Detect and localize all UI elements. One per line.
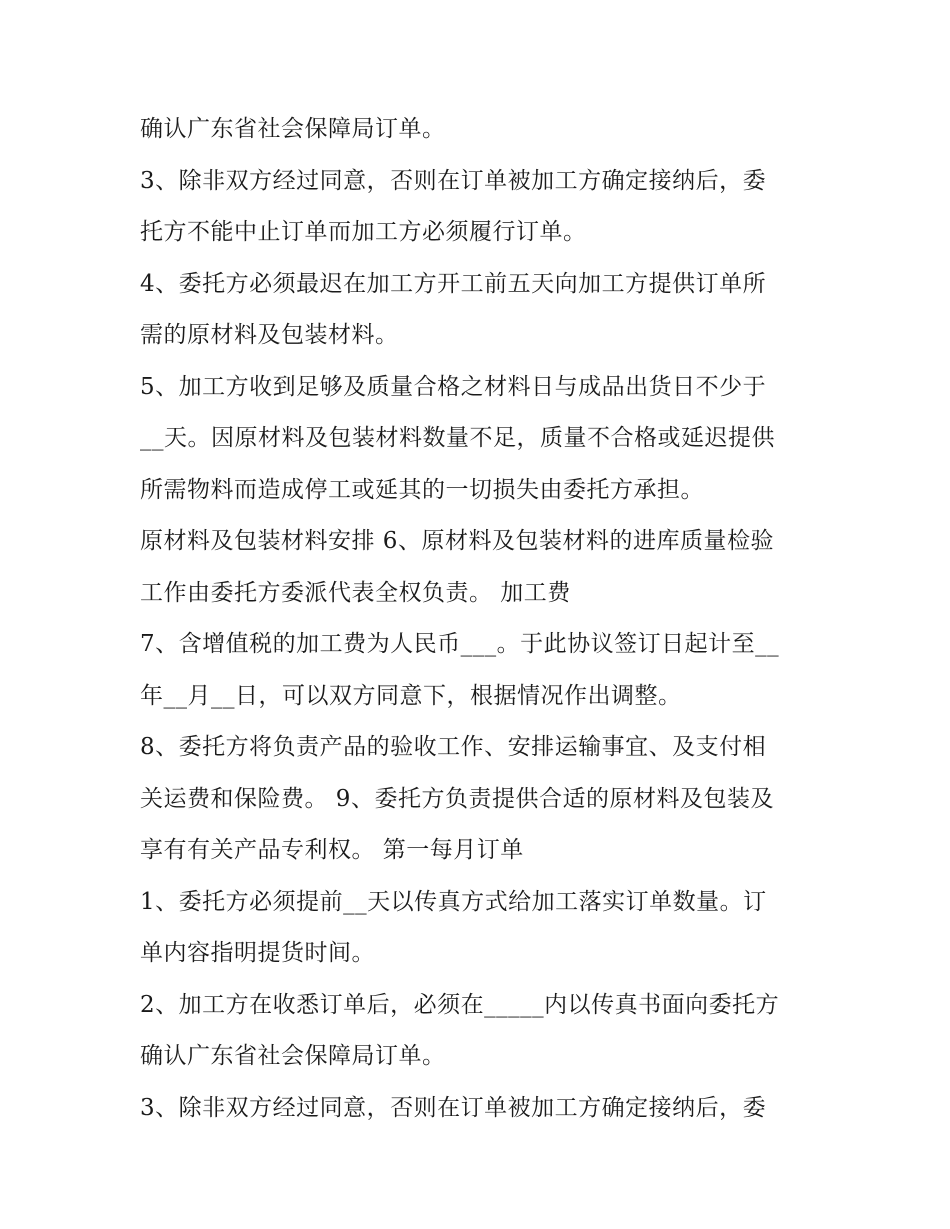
- text-line: 确认广东省社会保障局订单。: [140, 116, 446, 142]
- text-line: 7、含增值税的加工费为人民币___。于此协议签订日起计至__: [140, 631, 780, 657]
- text-line: 确认广东省社会保障局订单。: [140, 1043, 446, 1069]
- text-line: 3、除非双方经过同意，否则在订单被加工方确定接纳后，委: [140, 167, 767, 194]
- text-line: 年__月__日，可以双方同意下，根据情况作出调整。: [140, 682, 682, 709]
- document-body: [140, 104, 820, 1134]
- text-line: 工作由委托方委派代表全权负责。 加工费: [140, 579, 571, 606]
- text-line: 所需物料而造成停工或延其的一切损失由委托方承担。: [140, 476, 704, 503]
- text-line: 托方不能中止订单而加工方必须履行订单。: [140, 219, 587, 245]
- text-line: 关运费和保险费。 9、委托方负责提供合适的原材料及包装及: [140, 785, 774, 812]
- text-line: 3、除非双方经过同意，否则在订单被加工方确定接纳后，委: [140, 1094, 767, 1121]
- text-line: 8、委托方将负责产品的验收工作、安排运输事宜、及支付相: [140, 734, 767, 760]
- text-line: 享有有关产品专利权。 第一每月订单: [140, 837, 524, 863]
- text-line: 4、委托方必须最迟在加工方开工前五天向加工方提供订单所: [140, 270, 767, 297]
- text-line: 需的原材料及包装材料。: [140, 322, 399, 348]
- text-line: 5、加工方收到足够及质量合格之材料日与成品出货日不少于: [140, 373, 767, 400]
- text-line: 1、委托方必须提前__天以传真方式给加工落实订单数量。订: [140, 888, 767, 915]
- text-line: 原材料及包装材料安排 6、原材料及包装材料的进库质量检验: [140, 528, 774, 554]
- text-line: 2、加工方在收悉订单后，必须在_____内以传真书面向委托方: [140, 991, 780, 1018]
- text-line: __天。因原材料及包装材料数量不足，质量不合格或延迟提供: [140, 425, 775, 451]
- text-line: 单内容指明提货时间。: [140, 940, 375, 966]
